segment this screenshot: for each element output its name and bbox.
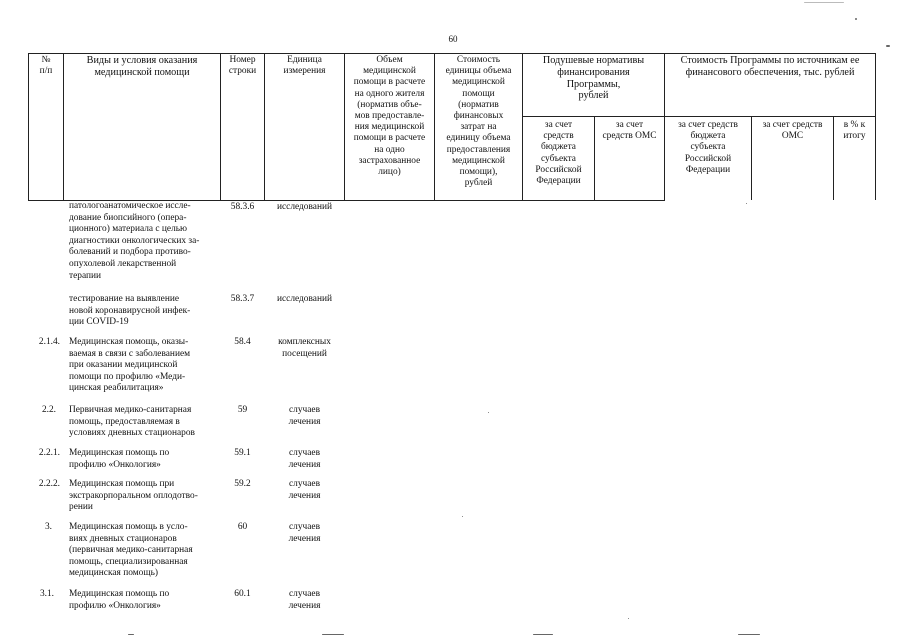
header-line: за счет средств <box>762 120 823 130</box>
header-kind-col <box>64 55 220 79</box>
row-description <box>69 337 215 395</box>
header-line: за счет <box>544 120 573 130</box>
header-line: ОМС <box>781 131 804 142</box>
header-line: бюджета <box>541 142 576 153</box>
header-line: помощи в расчете <box>353 133 426 144</box>
desc-line: помощь, предоставляемая в <box>69 416 180 427</box>
header-line: Подушевые нормативы <box>542 55 645 66</box>
header-line: (норматив <box>458 99 499 110</box>
header-sub-pct <box>834 120 875 142</box>
row-unit <box>265 589 344 612</box>
row-description <box>69 522 215 580</box>
header-line: помощи <box>462 88 495 99</box>
header-line: Объем <box>376 55 403 65</box>
header-line: измерения <box>283 66 326 77</box>
desc-line: дование биопсийного (опера- <box>69 212 187 223</box>
desc-line: помощь, специализированная <box>69 556 188 567</box>
unit-line: случаев <box>289 479 320 489</box>
header-line: Российской <box>535 164 582 175</box>
header-line: средств <box>543 131 574 142</box>
desc-line: медицинская помощь) <box>69 568 158 579</box>
header-sub-budget2 <box>665 120 751 176</box>
unit-line: комплексных <box>278 337 331 347</box>
header-line: на одного жителя <box>354 88 425 99</box>
desc-line: диагностики онкологических за- <box>69 235 200 246</box>
page-number: 60 <box>448 34 458 44</box>
desc-line: виях дневных стационаров <box>69 533 177 544</box>
header-line: бюджета <box>690 131 726 142</box>
header-line: финансового обеспечения, тыс. рублей <box>685 67 855 78</box>
header-line: финансовых <box>453 111 504 122</box>
scan-speck <box>738 634 760 635</box>
desc-line: профилю «Онкология» <box>69 459 161 470</box>
scan-speck <box>886 45 890 47</box>
header-line: п/п <box>39 66 53 77</box>
header-sub-oms2 <box>752 120 833 142</box>
header-line: финансирования <box>557 66 630 78</box>
header-line: субъекта <box>541 153 576 164</box>
desc-line: ваемая в связи с заболеванием <box>69 348 191 359</box>
header-cost-group <box>665 55 875 79</box>
row-number: 2.2.2. <box>38 479 60 489</box>
row-number: 2.1.4. <box>38 337 60 347</box>
header-line: за счет <box>615 120 644 130</box>
unit-line: исследований <box>276 202 333 212</box>
header-subgroup-rule <box>523 116 876 117</box>
header-cost-col <box>435 55 522 189</box>
header-line: средств ОМС <box>602 131 657 142</box>
header-line: медицинской <box>452 155 505 166</box>
header-line: мов предоставле- <box>354 111 425 122</box>
desc-line: Медицинская помощь по <box>69 448 170 458</box>
row-unit <box>265 294 344 306</box>
scan-speck <box>462 516 463 517</box>
row-description <box>69 201 215 282</box>
header-line: единицу объема <box>446 133 511 144</box>
row-line-number: 58.3.7 <box>230 294 255 304</box>
desc-line: ционного) материала с целью <box>69 224 188 235</box>
header-line: медицинской <box>363 66 416 77</box>
header-line: Программы, <box>566 78 621 90</box>
scan-speck <box>628 618 629 619</box>
header-line: Российской <box>684 153 732 164</box>
unit-line: случаев <box>289 405 320 415</box>
col-rule-11 <box>875 53 876 200</box>
desc-line: новой коронавирусной инфек- <box>69 305 191 316</box>
row-unit <box>265 337 344 360</box>
scan-speck <box>855 18 857 20</box>
header-sub-budget <box>523 120 594 187</box>
desc-line: Медицинская помощь при <box>69 479 175 489</box>
row-number: 2.2.1. <box>38 448 60 458</box>
header-number-col <box>29 55 63 77</box>
row-description <box>69 479 215 514</box>
header-line: Виды и условия оказания <box>86 55 198 66</box>
scan-speck <box>746 203 747 204</box>
unit-line: лечения <box>288 490 321 501</box>
row-unit <box>265 202 344 214</box>
row-line-number: 58.4 <box>234 337 251 347</box>
header-sub-oms <box>595 120 664 142</box>
desc-line: при оказании медицинской <box>69 360 178 371</box>
scan-speck <box>804 2 844 3</box>
header-line: рублей <box>578 90 609 102</box>
header-row-col <box>221 55 264 77</box>
header-line: строки <box>228 66 257 77</box>
scan-speck <box>488 412 489 413</box>
unit-line: исследований <box>276 294 333 304</box>
row-line-number: 60.1 <box>234 589 251 599</box>
header-line: ния медицинской <box>354 122 425 133</box>
desc-line: болеваний и подбора противо- <box>69 247 191 258</box>
row-line-number: 60 <box>237 522 248 532</box>
header-line: помощи в расчете <box>353 77 426 88</box>
unit-line: лечения <box>288 600 321 611</box>
header-line: Федерации <box>685 164 731 175</box>
unit-line: случаев <box>289 589 320 599</box>
desc-line: (первичная медико-санитарная <box>69 545 193 556</box>
desc-line: профилю «Онкология» <box>69 600 161 611</box>
row-description <box>69 448 215 471</box>
row-unit <box>265 522 344 545</box>
desc-line: Первичная медико-санитарная <box>69 405 192 415</box>
unit-line: случаев <box>289 448 320 458</box>
desc-line: помощи по профилю «Меди- <box>69 371 186 382</box>
row-description <box>69 589 215 612</box>
header-line: в % к <box>843 120 866 130</box>
row-number: 3. <box>44 522 52 532</box>
unit-line: лечения <box>288 416 321 427</box>
desc-line: патологоанатомическое иссле- <box>69 201 191 211</box>
row-line-number: 59 <box>237 405 248 415</box>
unit-line: случаев <box>289 522 320 532</box>
header-top-rule <box>28 53 876 54</box>
header-line: № <box>41 55 51 65</box>
desc-line: Медицинская помощь, оказы- <box>69 337 189 347</box>
row-unit <box>265 405 344 428</box>
header-line: медицинской <box>452 77 505 88</box>
desc-line: опухолевой лекарственной <box>69 258 177 269</box>
scan-speck <box>128 634 134 635</box>
header-line: на одно <box>374 144 405 155</box>
unit-line: лечения <box>288 533 321 544</box>
header-line: затрат на <box>460 122 497 133</box>
row-unit <box>265 448 344 471</box>
row-line-number: 58.3.6 <box>230 202 255 212</box>
desc-line: условиях дневных стационаров <box>69 428 195 439</box>
scan-speck <box>322 634 344 635</box>
header-line: помощи), <box>459 167 498 178</box>
desc-line: цинская реабилитация» <box>69 383 164 394</box>
row-number: 2.2. <box>41 405 56 415</box>
header-line: лицо) <box>378 167 401 178</box>
row-number: 3.1. <box>39 589 54 599</box>
desc-line: тестирование на выявление <box>69 294 180 304</box>
desc-line: рении <box>69 502 93 513</box>
unit-line: лечения <box>288 459 321 470</box>
header-line: итогу <box>843 131 866 142</box>
header-line: (норматив объе- <box>357 99 422 110</box>
desc-line: экстракорпоральном оплодотво- <box>69 490 198 501</box>
header-line: застрахованное <box>358 155 421 166</box>
desc-line: ции COVID-19 <box>69 317 129 328</box>
header-line: субъекта <box>690 142 726 153</box>
desc-line: Медицинская помощь по <box>69 589 170 599</box>
header-line: предоставления <box>446 144 511 155</box>
header-volume-col <box>345 55 434 178</box>
header-line: Стоимость <box>456 55 501 65</box>
row-line-number: 59.2 <box>234 479 251 489</box>
unit-line: посещений <box>282 348 327 359</box>
header-line: за счет средств <box>678 120 738 130</box>
header-line: Единица <box>287 55 322 65</box>
row-line-number: 59.1 <box>234 448 251 458</box>
header-line: единицы объема <box>445 66 512 77</box>
header-line: Стоимость Программы по источникам ее <box>680 55 860 66</box>
desc-line: Медицинская помощь в усло- <box>69 522 188 532</box>
header-norms-group <box>523 55 664 102</box>
row-description <box>69 405 215 440</box>
desc-line: терапии <box>69 270 102 281</box>
header-unit-col <box>265 55 344 77</box>
header-line: рублей <box>464 178 493 189</box>
row-unit <box>265 479 344 502</box>
header-line: медицинской помощи <box>94 67 190 78</box>
header-line: Федерации <box>536 176 581 187</box>
row-description <box>69 294 215 329</box>
header-line: Номер <box>229 55 256 65</box>
scan-speck <box>533 634 553 635</box>
